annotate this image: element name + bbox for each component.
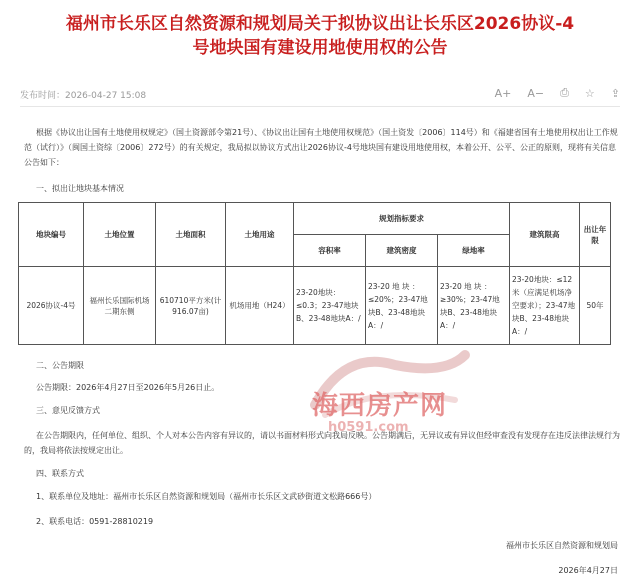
cell-height: 23-20地块：≤12米（应满足机场净空要求）；23-47地块B、23-48地块A：/	[510, 267, 580, 345]
header-area: 土地面积	[156, 203, 226, 267]
signature-org: 福州市长乐区自然资源和规划局	[506, 541, 618, 550]
section-heading-4: 四、联系方式	[36, 469, 84, 478]
divider	[20, 106, 620, 107]
header-location: 土地位置	[84, 203, 156, 267]
header-far: 容积率	[294, 235, 366, 267]
cell-location: 福州长乐国际机场二期东侧	[84, 267, 156, 345]
header-height: 建筑限高	[510, 203, 580, 267]
watermark-site: 海西房产网	[312, 391, 448, 421]
parcel-table	[18, 202, 611, 345]
cell-id: 2026协议-4号	[19, 267, 84, 345]
table-row	[19, 267, 611, 345]
contact-phone: 2、联系电话：0591-28810219	[36, 517, 154, 526]
cell-far: 23-20地块：≤0.3；23-47地块B、23-48地块A：/	[294, 267, 366, 345]
collect-icon[interactable]: ☆	[584, 86, 595, 100]
section-heading-2: 二、公告期限	[36, 361, 84, 370]
cell-density: 23-20 地 块 ：≤20%；23-47地块B、23-48地块A：/	[366, 267, 438, 345]
font-increase-button[interactable]: A+	[494, 86, 512, 100]
section-heading-1: 一、拟出让地块基本情况	[36, 184, 124, 193]
page-title: 福州市长乐区自然资源和规划局关于拟协议出让长乐区2026协议-4号地块国有建设用地使用权的公告	[65, 14, 575, 58]
section-heading-3: 三、意见反馈方式	[36, 406, 100, 415]
header-green: 绿地率	[438, 235, 510, 267]
cell-area: 610710平方米(计916.07亩)	[156, 267, 226, 345]
signature-date: 2026年4月27日	[558, 566, 618, 575]
intro-paragraph: 根据《协议出让国有土地使用权规定》（国土资源部令第21号）、《协议出让国有土地使用权规范》（国土资发〔2006〕114号）和《福建省国有土地使用权出让工作规范（试行）》（闽国土资综〔2006〕272号）的有关规定，我局拟以协议方式出让2026协议-4号地块国有建设用地使用权，本着公开、公平、公正的原则，现将有关信息公告如下：	[24, 128, 618, 167]
feedback-paragraph: 在公告期限内，任何单位、组织、个人对本公告内容有异议的，请以书面材料形式向我局反映。公告期满后，无异议或有异议但经审查没有发现存在违反法律法规行为的，我局将依法按规定出让。	[24, 431, 620, 455]
contact-address: 1、联系单位及地址：福州市长乐区自然资源和规划局（福州市长乐区文武砂街道文松路666号）	[36, 492, 377, 501]
publish-time: 发布时间：2026-04-27 15:08	[20, 91, 147, 101]
share-icon[interactable]: ⇪	[610, 86, 620, 100]
cell-term: 50年	[580, 267, 611, 345]
print-icon[interactable]: ⎙	[560, 86, 569, 99]
header-id: 地块编号	[19, 203, 84, 267]
toolbar	[495, 86, 620, 100]
watermark-url: h0591.com	[328, 420, 409, 435]
header-term: 出让年限	[580, 203, 611, 267]
cell-green: 23-20 地 块 ：≥30%；23-47地块B、23-48地块A：/	[438, 267, 510, 345]
header-planning: 规划指标要求	[294, 203, 510, 235]
header-density: 建筑密度	[366, 235, 438, 267]
meta-row	[20, 86, 620, 102]
cell-use: 机场用地（H24）	[226, 267, 294, 345]
header-use: 土地用途	[226, 203, 294, 267]
notice-period: 公告期限：2026年4月27日至2026年5月26日止。	[36, 383, 220, 392]
font-decrease-button[interactable]: A−	[527, 86, 545, 100]
